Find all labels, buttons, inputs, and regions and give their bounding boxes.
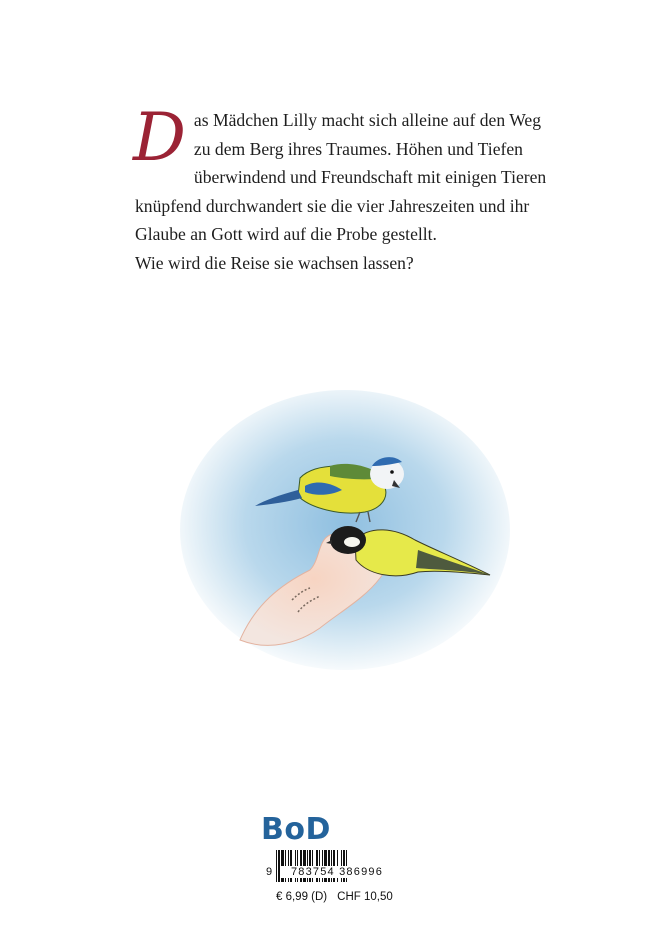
barcode-bar: [278, 850, 280, 882]
bod-logo: BoD: [261, 812, 331, 847]
blurb-paragraph: as Mädchen Lilly macht sich alleine auf den Weg zu dem Berg ihres Traumes. Höhen und Tiefen überwindend und Freundschaft mit einigen Tieren knüpfend durchwandert sie die vier Jahreszeiten und ihr Glaube an Gott wird auf die Probe gestellt.: [135, 110, 547, 244]
price-chf: CHF 10,50: [337, 891, 393, 903]
price-line: [276, 891, 403, 903]
illustration-svg: [180, 390, 510, 680]
blurb-question: Wie wird die Reise sie wachsen lassen?: [135, 252, 414, 273]
blurb-text: [133, 99, 555, 277]
isbn-digits: 783754 386996: [281, 866, 393, 878]
birds-on-hand-illustration: [180, 390, 510, 680]
price-eur: € 6,99 (D): [276, 891, 328, 903]
barcode-bar: [276, 850, 277, 882]
blue-tit-eye: [390, 470, 394, 474]
great-tit-cheek: [344, 537, 360, 547]
isbn-first-digit: 9: [266, 866, 273, 878]
dropcap-letter: D: [133, 99, 186, 176]
